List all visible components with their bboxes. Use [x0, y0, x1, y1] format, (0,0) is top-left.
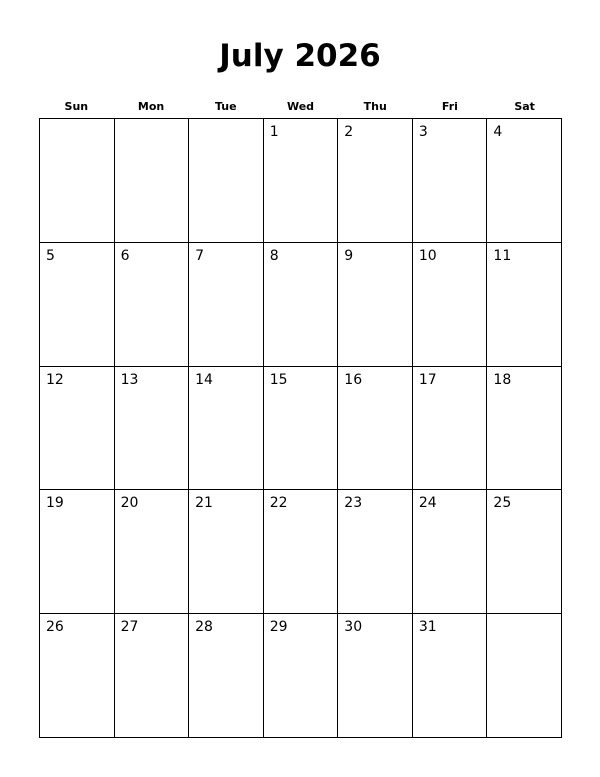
- day-number: 17: [418, 371, 437, 388]
- weekday-thu: Thu: [363, 100, 387, 113]
- day-cell: [487, 243, 562, 367]
- day-number: 28: [195, 619, 213, 636]
- weekday-sun: Sun: [64, 100, 89, 113]
- day-cell: [115, 119, 190, 243]
- day-number: 16: [344, 371, 363, 388]
- day-number: 29: [269, 619, 288, 636]
- day-number: 3: [418, 124, 428, 140]
- day-cell: [40, 490, 115, 614]
- day-cell: [338, 119, 413, 243]
- day-number: 24: [418, 495, 437, 512]
- weekday-header-row: [39, 98, 562, 116]
- day-cell: [189, 243, 264, 367]
- day-number: 12: [46, 371, 64, 388]
- day-cell: [487, 490, 562, 614]
- weekday-sat: Sat: [514, 100, 535, 113]
- day-cell: [413, 490, 488, 614]
- day-number: 1: [269, 124, 279, 140]
- calendar-grid: [39, 118, 562, 738]
- day-cell: [40, 119, 115, 243]
- day-cell: [413, 367, 488, 491]
- day-cell: [338, 243, 413, 367]
- day-number: 26: [46, 619, 64, 636]
- day-number: 13: [120, 371, 139, 388]
- weekday-tue: Tue: [214, 100, 237, 113]
- day-number: 31: [418, 619, 437, 636]
- day-cell: [264, 614, 339, 738]
- day-number: 18: [493, 371, 512, 388]
- day-cell: [413, 614, 488, 738]
- day-cell: [338, 614, 413, 738]
- day-number: 9: [344, 247, 354, 264]
- day-cell: [264, 490, 339, 614]
- day-number: 25: [493, 495, 512, 512]
- day-number: 22: [269, 495, 288, 512]
- day-cell: [115, 614, 190, 738]
- day-number: 27: [120, 619, 139, 636]
- day-cell: [487, 614, 562, 738]
- day-number: 15: [269, 371, 288, 388]
- day-number: 4: [493, 124, 503, 140]
- day-number: 5: [46, 247, 55, 264]
- day-number: 21: [195, 495, 213, 512]
- day-cell: [40, 243, 115, 367]
- day-cell: [40, 367, 115, 491]
- day-number: 10: [418, 247, 437, 264]
- calendar-title: July 2026: [219, 38, 381, 74]
- day-cell: [413, 243, 488, 367]
- day-cell: [413, 119, 488, 243]
- day-number: 7: [195, 247, 205, 264]
- day-number: 14: [195, 371, 213, 388]
- day-number: 2: [344, 124, 354, 140]
- day-cell: [264, 243, 339, 367]
- day-cell: [189, 490, 264, 614]
- day-cell: [189, 614, 264, 738]
- day-number: 30: [344, 619, 363, 636]
- day-number: 11: [493, 247, 512, 264]
- day-cell: [115, 490, 190, 614]
- day-number: 20: [120, 495, 139, 512]
- day-cell: [338, 367, 413, 491]
- weekday-wed: Wed: [286, 100, 315, 113]
- day-cell: [40, 614, 115, 738]
- weekday-mon: Mon: [137, 100, 165, 113]
- weekday-fri: Fri: [441, 100, 458, 113]
- day-cell: [115, 367, 190, 491]
- day-number: 8: [269, 247, 279, 264]
- day-cell: [487, 119, 562, 243]
- day-cell: [338, 490, 413, 614]
- day-number: 23: [344, 495, 363, 512]
- day-cell: [189, 119, 264, 243]
- day-cell: [189, 367, 264, 491]
- day-number: 6: [120, 247, 130, 264]
- day-cell: [115, 243, 190, 367]
- day-number: 19: [46, 495, 64, 512]
- day-cell: [487, 367, 562, 491]
- day-cell: [264, 119, 339, 243]
- day-cell: [264, 367, 339, 491]
